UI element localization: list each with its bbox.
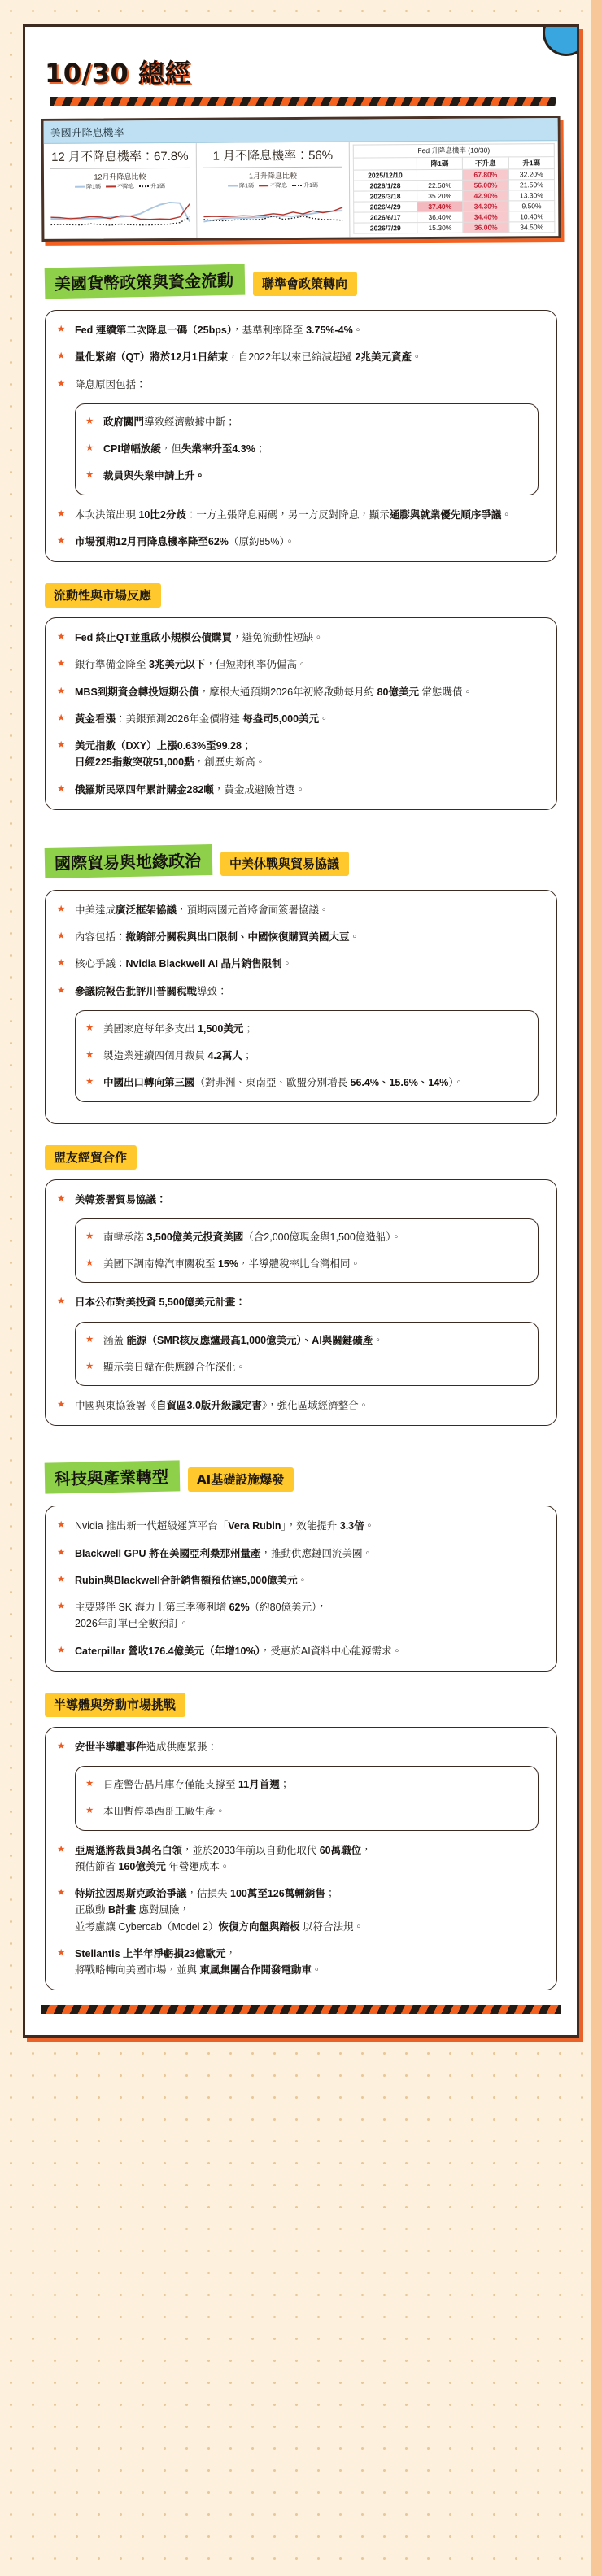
fed-col-3: 升1碼 bbox=[508, 157, 554, 169]
fed-cell-hold-3: 34.30% bbox=[463, 201, 508, 211]
subsection-heading-2-1: 半導體與勞動市場挑戰 bbox=[45, 1693, 185, 1717]
list-item: ★ 市場預期12月再降息機率降至62%（原約85%）。 bbox=[57, 534, 543, 550]
section-heading-1: 國際貿易與地緣政治 bbox=[45, 844, 213, 878]
content-card bbox=[23, 24, 579, 2038]
list-item: ★ 美國下調南韓汽車關稅至 15%，半導體稅率比台灣相同。 bbox=[85, 1256, 526, 1272]
list-item: ★ Fed 連續第二次降息一碼（25bps），基準利率降至 3.75%-4%。 bbox=[57, 322, 543, 338]
bullet-list bbox=[57, 322, 543, 550]
list-item: ★ 中國出口轉向第三國（對非洲、東南亞、歐盟分別增長 56.4%、15.6%、14%）。 bbox=[85, 1074, 526, 1091]
pane1-title: 12 月不降息機率：67.8% bbox=[50, 147, 190, 169]
left-edge-strip bbox=[0, 0, 11, 2576]
bullet-list bbox=[57, 630, 543, 798]
fed-probability-table bbox=[353, 143, 556, 234]
nested-bullet-box bbox=[75, 1010, 539, 1102]
list-item: ★ 南韓承諾 3,500億美元投資美國（含2,000億現金與1,500億造船）。 bbox=[85, 1229, 526, 1245]
chart-pane-december bbox=[44, 143, 198, 239]
list-item: ★ 參議院報告批評川普關稅戰導致： bbox=[57, 983, 543, 1000]
fed-cell-down-1: 22.50% bbox=[417, 180, 462, 190]
title-area bbox=[37, 40, 565, 106]
list-item: ★ 核心爭議：Nvidia Blackwell AI 晶片銷售限制。 bbox=[57, 956, 543, 972]
list-item: ★ MBS到期資金轉投短期公債，摩根大通預期2026年初將啟動每月約 80億美元 常態購債。 bbox=[57, 684, 543, 700]
pane2-legend-2: 升1碼 bbox=[303, 182, 318, 189]
list-item: ★ 安世半導體事件造成供應緊張： bbox=[57, 1739, 543, 1755]
bullet-list-inner bbox=[85, 1021, 526, 1092]
fed-cell-down-3: 37.40% bbox=[417, 201, 463, 211]
hazard-divider-bottom bbox=[41, 2005, 561, 2014]
chart-pane-january bbox=[197, 142, 351, 238]
fed-cell-up-3: 9.50% bbox=[508, 201, 554, 211]
fed-cell-date-1: 2026/1/28 bbox=[354, 181, 417, 191]
pane1-legend-0: 降1碼 bbox=[86, 184, 102, 190]
list-item: ★ 降息原因包括： bbox=[57, 377, 543, 393]
fed-cell-up-2: 13.30% bbox=[508, 190, 554, 201]
bullet-box-1-1 bbox=[45, 1179, 557, 1427]
bullet-list bbox=[57, 1192, 543, 1414]
rate-probability-panel bbox=[41, 116, 561, 242]
pane2-legend-1: 不降息 bbox=[270, 183, 288, 190]
list-item: ★ Fed 終止QT並重啟小規模公債購買，避免流動性短缺。 bbox=[57, 630, 543, 646]
rate-panel-header: 美國升降息機率 bbox=[44, 118, 558, 144]
subsection-heading-0-0: 聯準會政策轉向 bbox=[253, 272, 357, 296]
list-item: ★ 涵蓋 能源（SMR核反應爐最高1,000億美元）、AI與關鍵礦產。 bbox=[85, 1332, 526, 1349]
bullet-box-0-1 bbox=[45, 617, 557, 810]
list-item: ★ 裁員與失業申請上升。 bbox=[85, 468, 526, 484]
section-heading-2: 科技與產業轉型 bbox=[45, 1461, 181, 1494]
nested-bullet-box bbox=[75, 403, 539, 495]
fed-cell-date-3: 2026/4/29 bbox=[354, 202, 417, 212]
fed-cell-down-4: 36.40% bbox=[417, 211, 463, 222]
bullet-list bbox=[57, 1518, 543, 1659]
subsection-heading-1-1: 盟友經貿合作 bbox=[45, 1145, 137, 1170]
list-item: ★ Caterpillar 營收176.4億美元（年增10%），受惠於AI資料中心能源需求。 bbox=[57, 1643, 543, 1659]
fed-col-2: 不升息 bbox=[463, 157, 508, 169]
list-item: ★ 主要夥伴 SK 海力士第三季獲利增 62%（約80億美元）， 2026年訂單已全數預訂。 bbox=[57, 1599, 543, 1632]
fed-table-header-row bbox=[353, 157, 554, 171]
fed-cell-hold-4: 34.40% bbox=[463, 211, 508, 222]
subsection-heading-1-0: 中美休戰與貿易協議 bbox=[220, 852, 349, 876]
bullet-list-inner bbox=[85, 1229, 526, 1273]
fed-table-body bbox=[353, 169, 554, 234]
fed-cell-up-1: 21.50% bbox=[508, 180, 554, 190]
pane2-legend-0: 降1碼 bbox=[239, 183, 255, 190]
fed-cell-up-4: 10.40% bbox=[508, 211, 554, 222]
list-item: ★ 中美達成廣泛框架協議，預期兩國元首將會面簽署協議。 bbox=[57, 902, 543, 918]
list-item: ★ 亞馬遜將裁員3萬名白領，並於2033年前以自動化取代 60萬職位， 預估節省 160億美元 年營運成本。 bbox=[57, 1842, 543, 1876]
fed-cell-hold-5: 36.00% bbox=[463, 222, 508, 233]
page-title: 10/30 總經 bbox=[45, 58, 191, 89]
bullet-box-1-0 bbox=[45, 890, 557, 1124]
table-row bbox=[354, 222, 555, 234]
list-item: ★ 本田暫停墨西哥工廠生產。 bbox=[85, 1803, 526, 1820]
list-item: ★ 美國家庭每年多支出 1,500美元； bbox=[85, 1021, 526, 1037]
fed-cell-hold-1: 56.00% bbox=[463, 180, 508, 190]
fed-cell-down-0 bbox=[417, 169, 462, 180]
fed-cell-down-5: 15.30% bbox=[417, 222, 463, 233]
fed-cell-hold-2: 42.90% bbox=[463, 190, 508, 201]
subsection-heading-2-0: AI基礎設施爆發 bbox=[188, 1467, 294, 1492]
list-item: ★ 日產警告晶片庫存僅能支撐至 11月首週； bbox=[85, 1776, 526, 1793]
nested-bullet-box bbox=[75, 1322, 539, 1387]
nested-bullet-box bbox=[75, 1218, 539, 1284]
pane2-title: 1 月不降息機率：56% bbox=[203, 146, 342, 168]
bullet-list-inner bbox=[85, 1776, 526, 1820]
fed-cell-up-5: 34.50% bbox=[508, 222, 554, 233]
fed-cell-date-0: 2025/12/10 bbox=[353, 170, 417, 181]
bullet-list-inner bbox=[85, 414, 526, 485]
pane1-legend-1: 不降息 bbox=[117, 184, 135, 190]
nested-bullet-box bbox=[75, 1766, 539, 1831]
list-item: ★ CPI增幅放緩，但失業率升至4.3%； bbox=[85, 441, 526, 457]
bullet-box-2-0 bbox=[45, 1506, 557, 1672]
list-item: ★ 內容包括：撤銷部分關稅與出口限制、中國恢復購買美國大豆。 bbox=[57, 929, 543, 945]
list-item: ★ Nvidia 推出新一代超級運算平台「Vera Rubin」，效能提升 3.3倍。 bbox=[57, 1518, 543, 1534]
list-item: ★ 特斯拉因馬斯克政治爭議，估損失 100萬至126萬輛銷售； 正啟動 B計畫 應對風險， 並考慮讓 Cybercab（Model 2）恢復方向盤與踏板 以符合法規。 bbox=[57, 1885, 543, 1935]
list-item: ★ 政府關門導致經濟數據中斷； bbox=[85, 414, 526, 430]
pane2-legend bbox=[203, 181, 342, 190]
pane1-subtitle: 12月升降息比較 bbox=[94, 172, 146, 181]
list-item: ★ 日本公布對美投資 5,500億美元計畫： bbox=[57, 1294, 543, 1310]
section-heading-0: 美國貨幣政策與資金流動 bbox=[45, 264, 246, 299]
bullet-list bbox=[57, 1739, 543, 1979]
list-item: ★ 顯示美日韓在供應鏈合作深化。 bbox=[85, 1359, 526, 1375]
bullet-box-2-1 bbox=[45, 1727, 557, 1991]
fed-cell-date-5: 2026/7/29 bbox=[354, 223, 417, 233]
list-item: ★ 製造業連續四個月裁員 4.2萬人； bbox=[85, 1048, 526, 1064]
list-item: ★ Stellantis 上半年淨虧損23億歐元， 將戰略轉向美國市場，並與 東風集團合作開發電動車。 bbox=[57, 1946, 543, 1979]
subsection-heading-0-1: 流動性與市場反應 bbox=[45, 583, 161, 608]
hazard-divider-top bbox=[50, 97, 556, 106]
sections-root bbox=[37, 245, 565, 1990]
pane1-sparkline bbox=[50, 192, 190, 230]
fed-cell-down-2: 35.20% bbox=[417, 190, 463, 201]
list-item: ★ 本次決策出現 10比2分歧：一方主張降息兩碼，另一方反對降息，顯示通膨與就業優先順序爭議。 bbox=[57, 507, 543, 523]
fed-cell-up-0: 32.20% bbox=[508, 169, 554, 180]
list-item: ★ 俄羅斯民眾四年累計購金282噸，黃金成避險首選。 bbox=[57, 782, 543, 798]
fed-cell-date-2: 2026/3/18 bbox=[354, 191, 417, 202]
fed-table-caption: Fed 升降息機率 (10/30) bbox=[353, 143, 555, 158]
fed-col-0 bbox=[353, 158, 417, 170]
bullet-list-inner bbox=[85, 1332, 526, 1376]
list-item: ★ 美元指數（DXY）上漲0.63%至99.28； 日經225指數突破51,000點，創歷史新高。 bbox=[57, 738, 543, 771]
bullet-list bbox=[57, 902, 543, 1102]
fed-probability-table-pane bbox=[350, 141, 559, 238]
pane2-subtitle: 1月升降息比較 bbox=[248, 172, 298, 181]
bullet-box-0-0 bbox=[45, 310, 557, 562]
list-item: ★ 黃金看漲：美銀預測2026年金價將達 每盎司5,000美元。 bbox=[57, 711, 543, 727]
list-item: ★ 中國與東協簽署《自貿區3.0版升級議定書》，強化區域經濟整合。 bbox=[57, 1397, 543, 1414]
right-edge-strip bbox=[591, 0, 602, 2576]
series-line-不降息 bbox=[203, 207, 342, 217]
fed-cell-date-4: 2026/6/17 bbox=[354, 212, 417, 223]
list-item: ★ Blackwell GPU 將在美國亞利桑那州量產，推動供應鏈回流美國。 bbox=[57, 1545, 543, 1562]
list-item: ★ Rubin與Blackwell合計銷售額預估達5,000億美元。 bbox=[57, 1572, 543, 1589]
pane1-legend-2: 升1碼 bbox=[150, 184, 165, 190]
fed-cell-hold-0: 67.80% bbox=[463, 169, 508, 180]
list-item: ★ 美韓簽署貿易協議： bbox=[57, 1192, 543, 1208]
list-item: ★ 量化緊縮（QT）將於12月1日結束，自2022年以來已縮減超過 2兆美元資產。 bbox=[57, 349, 543, 365]
pane1-legend bbox=[50, 182, 190, 191]
list-item: ★ 銀行準備金降至 3兆美元以下，但短期利率仍偏高。 bbox=[57, 656, 543, 673]
pane2-sparkline bbox=[203, 191, 342, 229]
fed-col-1: 降1碼 bbox=[417, 157, 462, 169]
